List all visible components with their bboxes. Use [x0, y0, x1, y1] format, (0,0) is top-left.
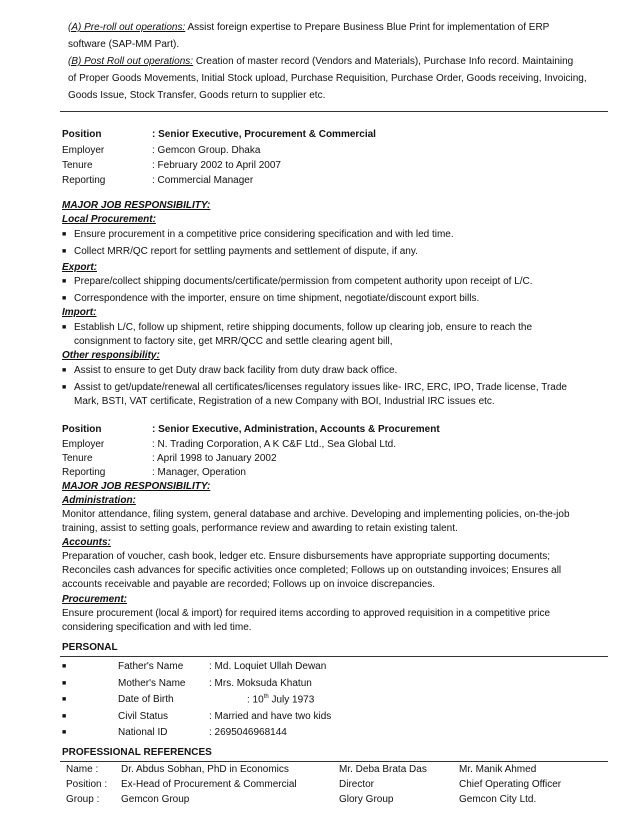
- intro-line-b2: of Proper Goods Movements, Initial Stock upload, Purchase Requisition, Purchase Order, Goods receiving, Invoicing,: [68, 73, 587, 84]
- admin-line-1: Monitor attendance, filing system, general database and archive. Developing and implementing policies, on-the-job: [62, 509, 570, 520]
- administration-heading: Administration:: [62, 495, 136, 506]
- job2-reporting: : Manager, Operation: [152, 467, 246, 478]
- job1-employer: : Gemcon Group. Dhaka: [152, 145, 261, 156]
- dob-month-year: July 1973: [268, 694, 315, 706]
- job2-reporting-label: Reporting: [62, 467, 106, 478]
- job2-tenure-label: Tenure: [62, 453, 93, 464]
- personal-value: : 2695046968144: [209, 727, 287, 738]
- job1-tenure: : February 2002 to April 2007: [152, 160, 281, 171]
- ref1-name: Dr. Abdus Sobhan, PhD in Economics: [121, 764, 289, 775]
- intro-line-a2: software (SAP-MM Part).: [68, 39, 180, 50]
- job1-major-heading: MAJOR JOB RESPONSIBILITY:: [62, 200, 211, 211]
- job1-position-label: Position: [62, 129, 102, 140]
- local-procurement-heading: Local Procurement:: [62, 214, 156, 225]
- other-item-2a: Assist to get/update/renewal all certificates/licenses regulatory issues like- IRC, ERC, IPO, Trade license, Trade: [74, 382, 567, 393]
- ref1-position: Ex-Head of Procurement & Commercial: [121, 779, 297, 790]
- accounts-heading: Accounts:: [62, 537, 111, 548]
- job1-reporting: : Commercial Manager: [152, 175, 254, 186]
- personal-label: Date of Birth: [118, 694, 174, 705]
- ref-label-position: Position :: [66, 779, 108, 790]
- import-item-1a: Establish L/C, follow up shipment, retire shipping documents, follow up clearing job, ensure to reach the: [74, 322, 533, 333]
- import-heading: Import:: [62, 307, 97, 318]
- ref2-name: Mr. Deba Brata Das: [339, 764, 427, 775]
- references-heading: PROFESSIONAL REFERENCES: [62, 747, 212, 758]
- post-roll-text: Creation of master record (Vendors and Materials), Purchase Info record. Maintaining: [193, 56, 574, 67]
- personal-value: : Married and have two kids: [209, 711, 332, 722]
- import-item-1b: consignment to factory site, get MRR/QCC and settle clearing agent bill,: [74, 336, 393, 347]
- dob-sup: th: [263, 694, 269, 700]
- job1-tenure-label: Tenure: [62, 160, 93, 171]
- personal-label: Father's Name: [118, 661, 184, 672]
- separator: [60, 111, 608, 112]
- personal-value: : Mrs. Moksuda Khatun: [209, 678, 312, 689]
- job1-reporting-label: Reporting: [62, 175, 106, 186]
- procurement-heading: Procurement:: [62, 594, 128, 605]
- separator: [60, 761, 608, 762]
- ref3-position: Chief Operating Officer: [459, 779, 562, 790]
- export-item-1: Prepare/collect shipping documents/certificate/permission from competent authority upon receipt of L/C.: [74, 276, 533, 287]
- job2-major-heading: MAJOR JOB RESPONSIBILITY:: [62, 481, 211, 492]
- job2-position-label: Position: [62, 424, 102, 435]
- ref2-group: Glory Group: [339, 794, 394, 805]
- accounts-line-3: accounts receivable and payable are recorded; Follows up on invoice discrepancies.: [62, 579, 435, 590]
- ref-label-name: Name :: [66, 764, 99, 775]
- accounts-line-2: Reconciles cash advances for specific activities once completed; Follows up on outstanding invoices; Ensures all: [62, 565, 562, 576]
- job2-employer-label: Employer: [62, 439, 105, 450]
- other-item-2b: Mark, BSTI, VAT certificate, Registration of a new Company with BOI, Industrial IRC issues etc.: [74, 396, 495, 407]
- intro-line-a: [68, 22, 549, 33]
- personal-value-dob: [247, 694, 314, 705]
- job2-position: : Senior Executive, Administration, Accounts & Procurement: [152, 424, 440, 435]
- intro-line-b: [68, 56, 573, 67]
- ref-label-group: Group :: [66, 794, 100, 805]
- personal-label: Mother's Name: [118, 678, 186, 689]
- pre-roll-label: (A) Pre-roll out operations:: [68, 22, 186, 33]
- accounts-line-1: Preparation of voucher, cash book, ledger etc. Ensure disbursements have appropriate supporting documents;: [62, 551, 551, 562]
- intro-line-b3: Goods Issue, Stock Transfer, Goods return to supplier etc.: [68, 90, 326, 101]
- export-heading: Export:: [62, 262, 97, 273]
- local-item-1: Ensure procurement in a competitive price considering specification and with led time.: [74, 229, 454, 240]
- pre-roll-text: Assist foreign expertise to Prepare Business Blue Print for implementation of ERP: [185, 22, 550, 33]
- local-item-2: Collect MRR/QC report for settling payments and settlement of dispute, if any.: [74, 246, 418, 257]
- other-item-1: Assist to ensure to get Duty draw back facility from duty draw back office.: [74, 365, 398, 376]
- export-item-2: Correspondence with the importer, ensure on time shipment, negotiate/discount export bills.: [74, 293, 480, 304]
- procurement-line-2: considering specification and with led time.: [62, 622, 252, 633]
- job2-employer: : N. Trading Corporation, A K C&F Ltd., Sea Global Ltd.: [152, 439, 397, 450]
- ref3-group: Gemcon City Ltd.: [459, 794, 537, 805]
- other-heading: Other responsibility:: [62, 350, 160, 361]
- dob-day: : 10: [247, 694, 264, 706]
- post-roll-label: (B) Post Roll out operations:: [68, 56, 194, 67]
- personal-label: National ID: [118, 727, 168, 738]
- ref3-name: Mr. Manik Ahmed: [459, 764, 537, 775]
- personal-value: : Md. Loquiet Ullah Dewan: [209, 661, 327, 672]
- job2-tenure: : April 1998 to January 2002: [152, 453, 277, 464]
- job1-position: : Senior Executive, Procurement & Commercial: [152, 129, 376, 140]
- ref2-position: Director: [339, 779, 375, 790]
- separator: [60, 656, 608, 657]
- personal-label: Civil Status: [118, 711, 169, 722]
- admin-line-2: training, assist to setting goals, performance review and awarding to retain existing talent.: [62, 523, 458, 534]
- personal-heading: PERSONAL: [62, 642, 118, 653]
- ref1-group: Gemcon Group: [121, 794, 190, 805]
- job1-employer-label: Employer: [62, 145, 105, 156]
- procurement-line-1: Ensure procurement (local & import) for required items according to approved requisition in a competitive price: [62, 608, 551, 619]
